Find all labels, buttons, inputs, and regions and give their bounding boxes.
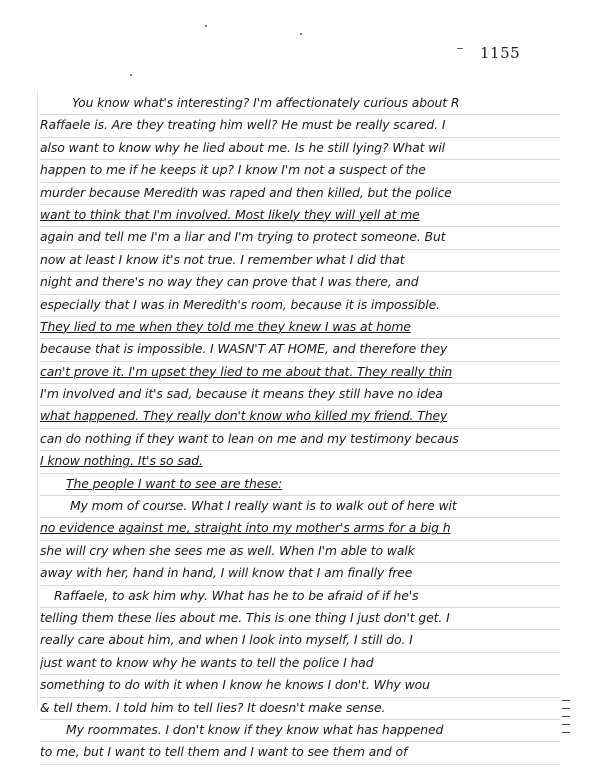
text-line: something to do with it when I know he knows I don't. Why wou xyxy=(40,675,560,697)
text-line: no evidence against me, straight into my mother's arms for a big h xyxy=(40,518,560,540)
text-line: because that is impossible. I WASN'T AT HOME, and therefore they xyxy=(40,339,560,361)
text-line: want to think that I'm involved. Most likely they will yell at me xyxy=(40,205,560,227)
text-line: They lied to me when they told me they knew I was at home xyxy=(40,317,560,339)
text-line: Raffaele, to ask him why. What has he to be afraid of if he's xyxy=(40,586,560,608)
text-line: My roommates. I don't know if they know what has happened xyxy=(40,720,560,742)
scan-speck xyxy=(205,25,207,27)
text-line: can do nothing if they want to lean on me and my testimony becaus xyxy=(40,429,560,451)
margin-tick-marks xyxy=(562,700,574,750)
text-line: telling them these lies about me. This is one thing I just don't get. I xyxy=(40,608,560,630)
scan-speck xyxy=(300,33,302,35)
text-line: just want to know why he wants to tell the police I had xyxy=(40,653,560,675)
text-line: & tell them. I told him to tell lies? It doesn't make sense. xyxy=(40,698,560,720)
text-line: she will cry when she sees me as well. When I'm able to walk xyxy=(40,541,560,563)
text-line: can't prove it. I'm upset they lied to me about that. They really thin xyxy=(40,362,560,384)
text-line: again and tell me I'm a liar and I'm trying to protect someone. But xyxy=(40,227,560,249)
margin-rule xyxy=(37,90,38,710)
text-line: also want to know why he lied about me. Is he still lying? What wil xyxy=(40,138,560,160)
text-line: happen to me if he keeps it up? I know I'm not a suspect of the xyxy=(40,160,560,182)
text-line: You know what's interesting? I'm affectionately curious about R xyxy=(40,93,560,115)
text-line: night and there's no way they can prove that I was there, and xyxy=(40,272,560,294)
text-line: The people I want to see are these: xyxy=(40,474,560,496)
text-line: especially that I was in Meredith's room, because it is impossible. xyxy=(40,295,560,317)
text-line: to me, but I want to tell them and I want to see them and of xyxy=(40,742,560,764)
text-line: really care about him, and when I look into myself, I still do. I xyxy=(40,630,560,652)
text-line: away with her, hand in hand, I will know that I am finally free xyxy=(40,563,560,585)
handwritten-text xyxy=(40,93,560,765)
text-line: what happened. They really don't know who killed my friend. They xyxy=(40,406,560,428)
text-line: now at least I know it's not true. I remember what I did that xyxy=(40,250,560,272)
text-line: My mom of course. What I really want is to walk out of here wit xyxy=(40,496,560,518)
scan-speck xyxy=(130,74,132,76)
scan-dash xyxy=(457,48,463,49)
text-line: I'm involved and it's sad, because it means they still have no idea xyxy=(40,384,560,406)
page-number: 1155 xyxy=(480,44,521,62)
text-line: I know nothing. It's so sad. xyxy=(40,451,560,473)
text-line: Raffaele is. Are they treating him well? He must be really scared. I xyxy=(40,115,560,137)
text-line: murder because Meredith was raped and then killed, but the police xyxy=(40,183,560,205)
